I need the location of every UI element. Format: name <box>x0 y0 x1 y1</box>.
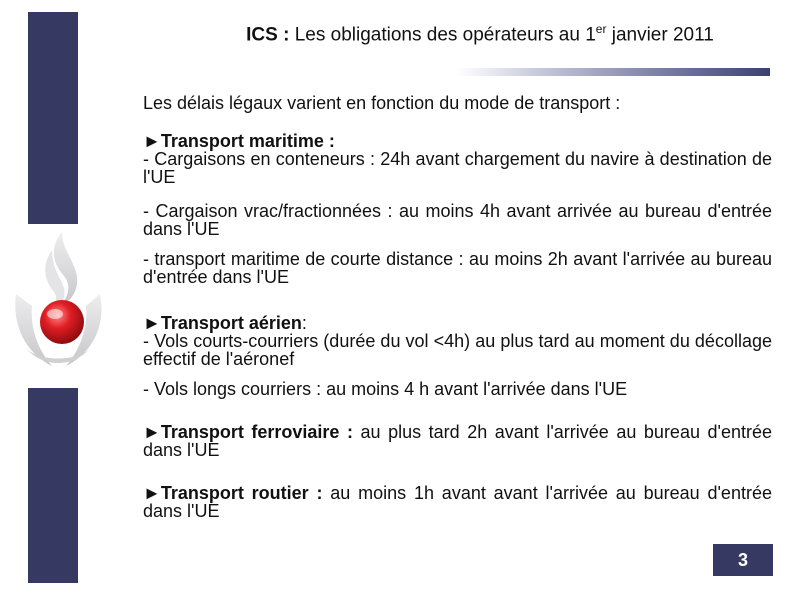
air-item-short-haul: - Vols courts-courriers (durée du vol <4h) au plus tard au moment du décollage effectif de l'aéronef <box>143 331 772 369</box>
road-heading: ►Transport routier : <box>143 483 323 503</box>
air-heading: ►Transport aérien <box>143 313 302 333</box>
road-text: au moins 1h avant avant l'arrivée au bureau d'entrée dans l'UE <box>143 483 772 521</box>
air-item-long-haul: - Vols longs courriers : au moins 4 h avant l'arrivée dans l'UE <box>143 379 628 399</box>
title-main: Les obligations des opérateurs au 1 <box>294 24 596 46</box>
section-road <box>143 484 772 520</box>
intro-text: Les délais légaux varient en fonction du mode de transport : <box>143 93 621 113</box>
rail-heading: ►Transport ferroviaire : <box>143 422 353 442</box>
section-maritime <box>143 132 772 286</box>
section-rail <box>143 423 772 459</box>
title-superscript: er <box>595 22 607 36</box>
maritime-item-short-sea: - transport maritime de courte distance : au moins 2h avant l'arrivée au bureau d'entrée dans l'UE <box>143 249 772 287</box>
slide-body <box>143 94 772 520</box>
title-underline <box>457 68 770 76</box>
air-heading-colon: : <box>301 313 307 333</box>
maritime-item-containers: - Cargaisons en conteneurs : 24h avant chargement du navire à destination de l'UE <box>143 149 772 187</box>
maritime-heading: ►Transport maritime : <box>143 131 335 151</box>
maritime-item-bulk: - Cargaison vrac/fractionnées : au moins 4h avant arrivée au bureau d'entrée dans l'UE <box>143 201 772 239</box>
slide-title <box>190 22 770 46</box>
rail-text: au plus tard 2h avant l'arrivée au bureau d'entrée dans l'UE <box>143 422 772 460</box>
sidebar-bar-top <box>28 12 78 224</box>
section-air <box>143 314 772 398</box>
page-number-badge: 3 <box>713 544 773 576</box>
douane-flame-logo <box>2 228 110 378</box>
sidebar-bar-bottom <box>28 388 78 583</box>
title-suffix: janvier 2011 <box>606 24 714 46</box>
title-prefix: ICS : <box>246 24 295 46</box>
